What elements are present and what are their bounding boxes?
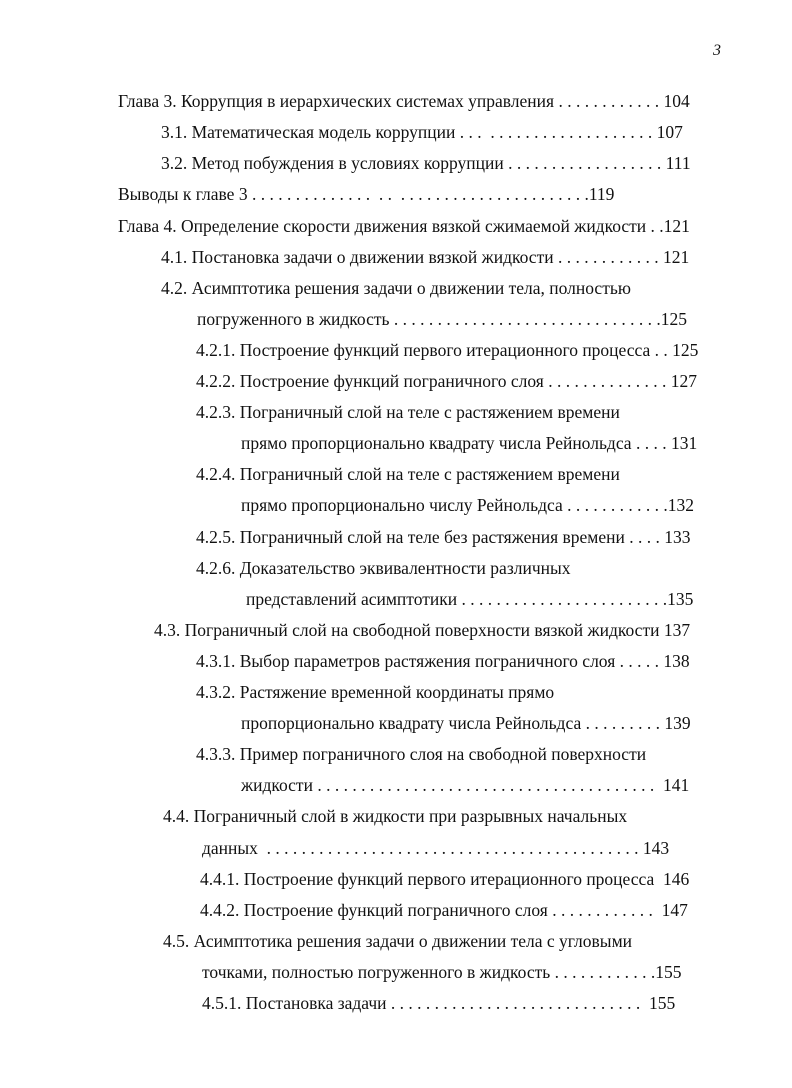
toc-line-4-4-1: 4.4.1. Построение функций первого итерационного процесса 146 — [200, 869, 690, 889]
toc-line-4-2-3-cont: прямо пропорционально квадрату числа Рейнольдса . . . . 131 — [241, 433, 698, 453]
toc-line-4-2: 4.2. Асимптотика решения задачи о движении тела, полностью — [161, 278, 631, 298]
toc-line-4-5-cont: точками, полностью погруженного в жидкость . . . . . . . . . . . .155 — [202, 962, 682, 982]
toc-line-4-3: 4.3. Пограничный слой на свободной поверхности вязкой жидкости 137 — [154, 620, 691, 640]
page-number: 3 — [713, 42, 721, 59]
toc-line-4-3-2: 4.3.2. Растяжение временной координаты прямо — [196, 682, 555, 702]
toc-line-chapter-4: Глава 4. Определение скорости движения вязкой сжимаемой жидкости . .121 — [118, 216, 690, 236]
toc-line-4-2-4: 4.2.4. Пограничный слой на теле с растяжением времени — [196, 464, 620, 484]
toc-line-4-2-5: 4.2.5. Пограничный слой на теле без растяжения времени . . . . 133 — [196, 527, 691, 547]
toc-line-4-2-4-cont: прямо пропорционально числу Рейнольдса . . . . . . . . . . . .132 — [241, 495, 694, 515]
toc-line-4-2-3: 4.2.3. Пограничный слой на теле с растяжением времени — [196, 402, 620, 422]
toc-line-4-3-3-cont: жидкости . . . . . . . . . . . . . . . . . . . . . . . . . . . . . . . . . . . . . . . 141 — [241, 775, 690, 795]
toc-line-4-3-1: 4.3.1. Выбор параметров растяжения пограничного слоя . . . . . 138 — [196, 651, 690, 671]
toc-line-4-2-2: 4.2.2. Построение функций пограничного слоя . . . . . . . . . . . . . . 127 — [196, 371, 697, 391]
toc-line-4-2-6: 4.2.6. Доказательство эквивалентности различных — [196, 558, 571, 578]
toc-line-3-2: 3.2. Метод побуждения в условиях коррупции . . . . . . . . . . . . . . . . . . 111 — [161, 153, 691, 173]
toc-line-4-4-2: 4.4.2. Построение функций пограничного слоя . . . . . . . . . . . . 147 — [200, 900, 688, 920]
toc-line-4-3-2-cont: пропорционально квадрату числа Рейнольдса . . . . . . . . . 139 — [241, 713, 691, 733]
toc-line-4-5-1: 4.5.1. Постановка задачи . . . . . . . . . . . . . . . . . . . . . . . . . . . . . 155 — [202, 993, 676, 1013]
toc-line-4-2-cont: погруженного в жидкость . . . . . . . . . . . . . . . . . . . . . . . . . . . . . . .125 — [197, 309, 687, 329]
toc-line-4-4-cont: данных . . . . . . . . . . . . . . . . . . . . . . . . . . . . . . . . . . . . . . . . . . . 143 — [202, 838, 670, 858]
toc-line-3-1: 3.1. Математическая модель коррупции . . . . . . . . . . . . . . . . . . . . . . 107 — [161, 122, 683, 142]
toc-line-chapter-3: Глава 3. Коррупция в иерархических системах управления . . . . . . . . . . . . 104 — [118, 91, 690, 111]
toc-line-4-4: 4.4. Пограничный слой в жидкости при разрывных начальных — [163, 806, 628, 826]
toc-line-4-1: 4.1. Постановка задачи о движении вязкой жидкости . . . . . . . . . . . . 121 — [161, 247, 690, 267]
toc-line-4-5: 4.5. Асимптотика решения задачи о движении тела с угловыми — [163, 931, 633, 951]
toc-line-4-2-1: 4.2.1. Построение функций первого итерационного процесса . . 125 — [196, 340, 699, 360]
toc-line-4-3-3: 4.3.3. Пример пограничного слоя на свободной поверхности — [196, 744, 647, 764]
toc-line-4-2-6-cont: представлений асимптотики . . . . . . . . . . . . . . . . . . . . . . . .135 — [246, 589, 694, 609]
toc-line-conclusions-3: Выводы к главе 3 . . . . . . . . . . . . . . . . . . . . . . . . . . . . . . . . . . . . . .119 — [118, 184, 615, 204]
